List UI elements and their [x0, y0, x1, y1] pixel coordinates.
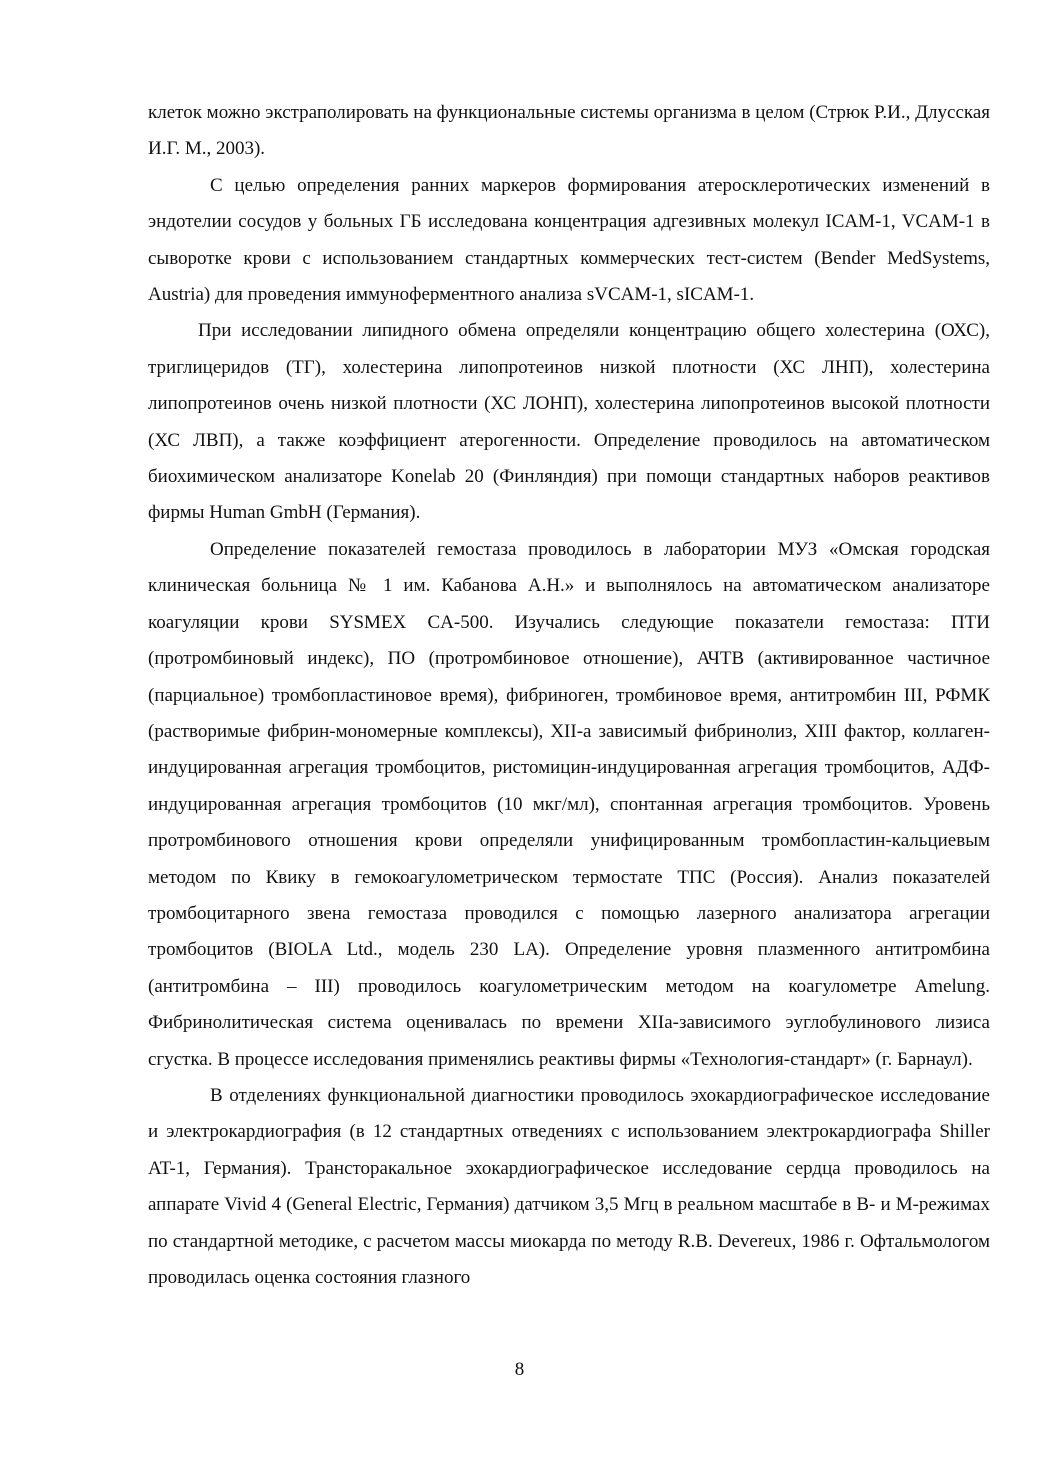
body-text: [148, 95, 990, 1296]
paragraph-1: клеток можно экстраполировать на функциональные системы организма в целом (Стрюк Р.И., Длусская И.Г. М., 2003).: [148, 102, 990, 160]
page-number: 8: [514, 1359, 525, 1380]
paragraph-5: В отделениях функциональной диагностики проводилось эхокардиографическое исследование и электрокардиография (в 12 стандартных отведениях с использованием электрокардиографа Shiller AT-1, Германия). Трансторакальное эхокардиографическое исследование сердца проводилось на аппарате Vivid 4 (General Electric, Германия) датчиком 3,5 Мгц в реальном масштабе в B- и M-режимах по стандартной методике, с расчетом массы миокарда по методу R.B. Devereux, 1986 г. Офтальмологом проводилась оценка состояния глазного: [148, 1084, 990, 1288]
paragraph-4: Определение показателей гемостаза проводилось в лаборатории МУЗ «Омская городская клиническая больница № 1 им. Кабанова А.Н.» и выполнялось на автоматическом анализаторе коагуляции крови SYSMEX CA-500. Изучались следующие показатели гемостаза: ПТИ (протромбиновый индекс), ПО (протромбиновое отношение), АЧТВ (активированное частичное (парциальное) тромбопластиновое время), фибриноген, тромбиновое время, антитромбин III, РФМК (растворимые фибрин-мономерные комплексы), XII-а зависимый фибринолиз, XIII фактор, коллаген-индуцированная агрегация тромбоцитов, ристомицин-индуцированная агрегация тромбоцитов, АДФ-индуцированная агрегация тромбоцитов (10 мкг/мл), спонтанная агрегация тромбоцитов. Уровень протромбинового отношения крови определяли унифицированным тромбопластин-кальциевым методом по Квику в гемокоагулометрическом термостате ТПС (Россия). Анализ показателей тромбоцитарного звена гемостаза проводился с помощью лазерного анализатора агрегации тромбоцитов (BIOLA Ltd., модель 230 LA). Определение уровня плазменного антитромбина (антитромбина – III) проводилось коагулометрическим методом на коагулометре Amelung. Фибринолитическая система оценивалась по времени XIIa-зависимого эуглобулинового лизиса сгустка. В процессе исследования применялись реактивы фирмы «Технология-стандарт» (г. Барнаул).: [148, 538, 990, 1070]
paragraph-3: При исследовании липидного обмена определяли концентрацию общего холестерина (ОХС), триглицеридов (ТГ), холестерина липопротеинов низкой плотности (ХС ЛНП), холестерина липопротеинов очень низкой плотности (ХС ЛОНП), холестерина липопротеинов высокой плотности (ХС ЛВП), а также коэффициент атерогенности. Определение проводилось на автоматическом биохимическом анализаторе Konelab 20 (Финляндия) при помощи стандартных наборов реактивов фирмы Human GmbH (Германия).: [148, 320, 990, 524]
paragraph-2: С целью определения ранних маркеров формирования атеросклеротических изменений в эндотелии сосудов у больных ГБ исследована концентрация адгезивных молекул ICAM-1, VCAM-1 в сыворотке крови с использованием стандартных коммерческих тест-систем (Bender MedSystems, Austria) для проведения иммуноферментного анализа sVCAM-1, sICAM-1.: [148, 174, 990, 306]
